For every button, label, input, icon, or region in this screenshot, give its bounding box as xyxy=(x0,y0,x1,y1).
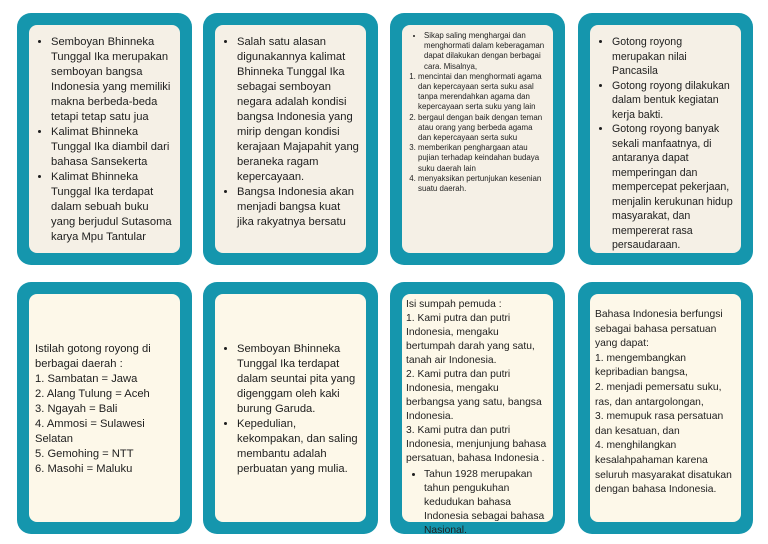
list-item: • Kalimat Bhinneka Tunggal Ika terdapat dalam sebuah buku yang berjudul Sutasoma karya Mpu Tantular xyxy=(51,170,174,245)
card-text: Istilah gotong royong di berbagai daerah : 1. Sambatan = Jawa 2. Alang Tulung = Aceh 3. Ngayah = Bali 4. Ammosi = Sulawesi Selatan 5. Gemohing = NTT 6. Masohi = Maluku xyxy=(35,342,151,475)
bullet-list xyxy=(408,31,547,194)
list-item: • Kalimat Bhinneka Tunggal Ika diambil dari bahasa Sansekerta xyxy=(51,125,174,170)
list-item: • Gotong royong dilakukan dalam bentuk kegiatan kerja bakti. xyxy=(612,79,735,123)
intro-text: Sikap saling menghargai dan menghormati dalam keberagaman dapat dilakukan dengan berbagai cara. Misalnya, xyxy=(424,31,545,71)
numbered-list xyxy=(408,72,547,194)
card-istilah-gotong-royong xyxy=(17,282,192,534)
card-text: Isi sumpah pemuda : 1. Kami putra dan putri Indonesia, mengaku bertumpah darah yang satu, tanah air Indonesia. 2. Kami putra dan putri Indonesia, mengaku berbangsa yang satu, bangsa Indonesia. 3. Kami putra dan putri Indonesia, menjunjung bahasa persatuan, bahasa Indonesia . xyxy=(406,299,547,464)
card-content xyxy=(215,25,366,253)
card-content xyxy=(215,294,366,522)
list-item xyxy=(418,31,547,194)
card-alasan-semboyan xyxy=(203,13,378,265)
list-item: • Gotong royong merupakan nilai Pancasila xyxy=(612,35,735,79)
card-fungsi-bahasa-indonesia xyxy=(578,282,753,534)
bullet-list xyxy=(596,35,735,253)
list-item: • Gotong royong banyak sekali manfaatnya, di antaranya dapat memperingan dan mempercepat pekerjaan, menjalin kerukunan hidup masyarakat, dan mempererat rasa persaudaraan. xyxy=(612,122,735,253)
list-item: 2. bergaul dengan baik dengan teman atau orang yang berbeda agama dan kepercayaan serta suku xyxy=(418,113,547,144)
bullet-list xyxy=(35,35,174,245)
list-item: • Bangsa Indonesia akan menjadi bangsa kuat jika rakyatnya bersatu xyxy=(237,185,360,230)
card-sumpah-pemuda xyxy=(390,282,565,534)
list-item: 3. memberikan penghargaan atau pujian terhadap keindahan budaya suku daerah lain xyxy=(418,143,547,174)
card-content xyxy=(402,25,553,253)
card-sikap-menghargai xyxy=(390,13,565,265)
bullet-list xyxy=(406,468,550,538)
list-item: • Tahun 1928 merupakan tahun pengukuhan kedudukan bahasa Indonesia sebagai bahasa Nasional. xyxy=(424,468,550,538)
list-item: • Salah satu alasan digunakannya kalimat Bhinneka Tunggal Ika sebagai semboyan negara adalah kondisi bangsa Indonesia yang mirip dengan kondisi kerajaan Majapahit yang beraneka ragam kepercayaan. xyxy=(237,35,360,185)
card-content xyxy=(590,25,741,253)
card-content xyxy=(590,294,741,522)
list-item: 4. menyaksikan pertunjukan kesenian suatu daerah. xyxy=(418,174,547,194)
list-item: • Semboyan Bhinneka Tunggal Ika merupakan semboyan bangsa Indonesia yang memiliki makna berbeda-beda tetapi tetap satu jua xyxy=(51,35,174,125)
card-bhinneka-tunggal-ika xyxy=(17,13,192,265)
card-text: Bahasa Indonesia berfungsi sebagai bahasa persatuan yang dapat: 1. mengembangkan kepribadian bangsa, 2. menjadi pemersatu suku, ras, dan antargolongan, 3. memupuk rasa persatuan dan kesatuan, dan 4. menghilangkan kesalahpahaman karena seluruh masyarakat disatukan dengan bahasa Indonesia. xyxy=(595,309,732,496)
card-gotong-royong xyxy=(578,13,753,265)
list-item: 1. mencintai dan menghormati agama dan kepercayaan serta suku asal tanpa merendahkan agama dan kepercayaan serta suku yang lain xyxy=(418,72,547,113)
card-content xyxy=(402,294,553,536)
list-item: • Kepedulian, kekompakan, dan saling membantu adalah perbuatan yang mulia. xyxy=(237,417,360,477)
card-content xyxy=(29,25,180,253)
card-garuda xyxy=(203,282,378,534)
list-item: • Semboyan Bhinneka Tunggal Ika terdapat dalam seuntai pita yang digenggam oleh kaki burung Garuda. xyxy=(237,342,360,417)
bullet-list xyxy=(221,342,360,477)
bullet-list xyxy=(221,35,360,230)
card-content xyxy=(29,294,180,522)
